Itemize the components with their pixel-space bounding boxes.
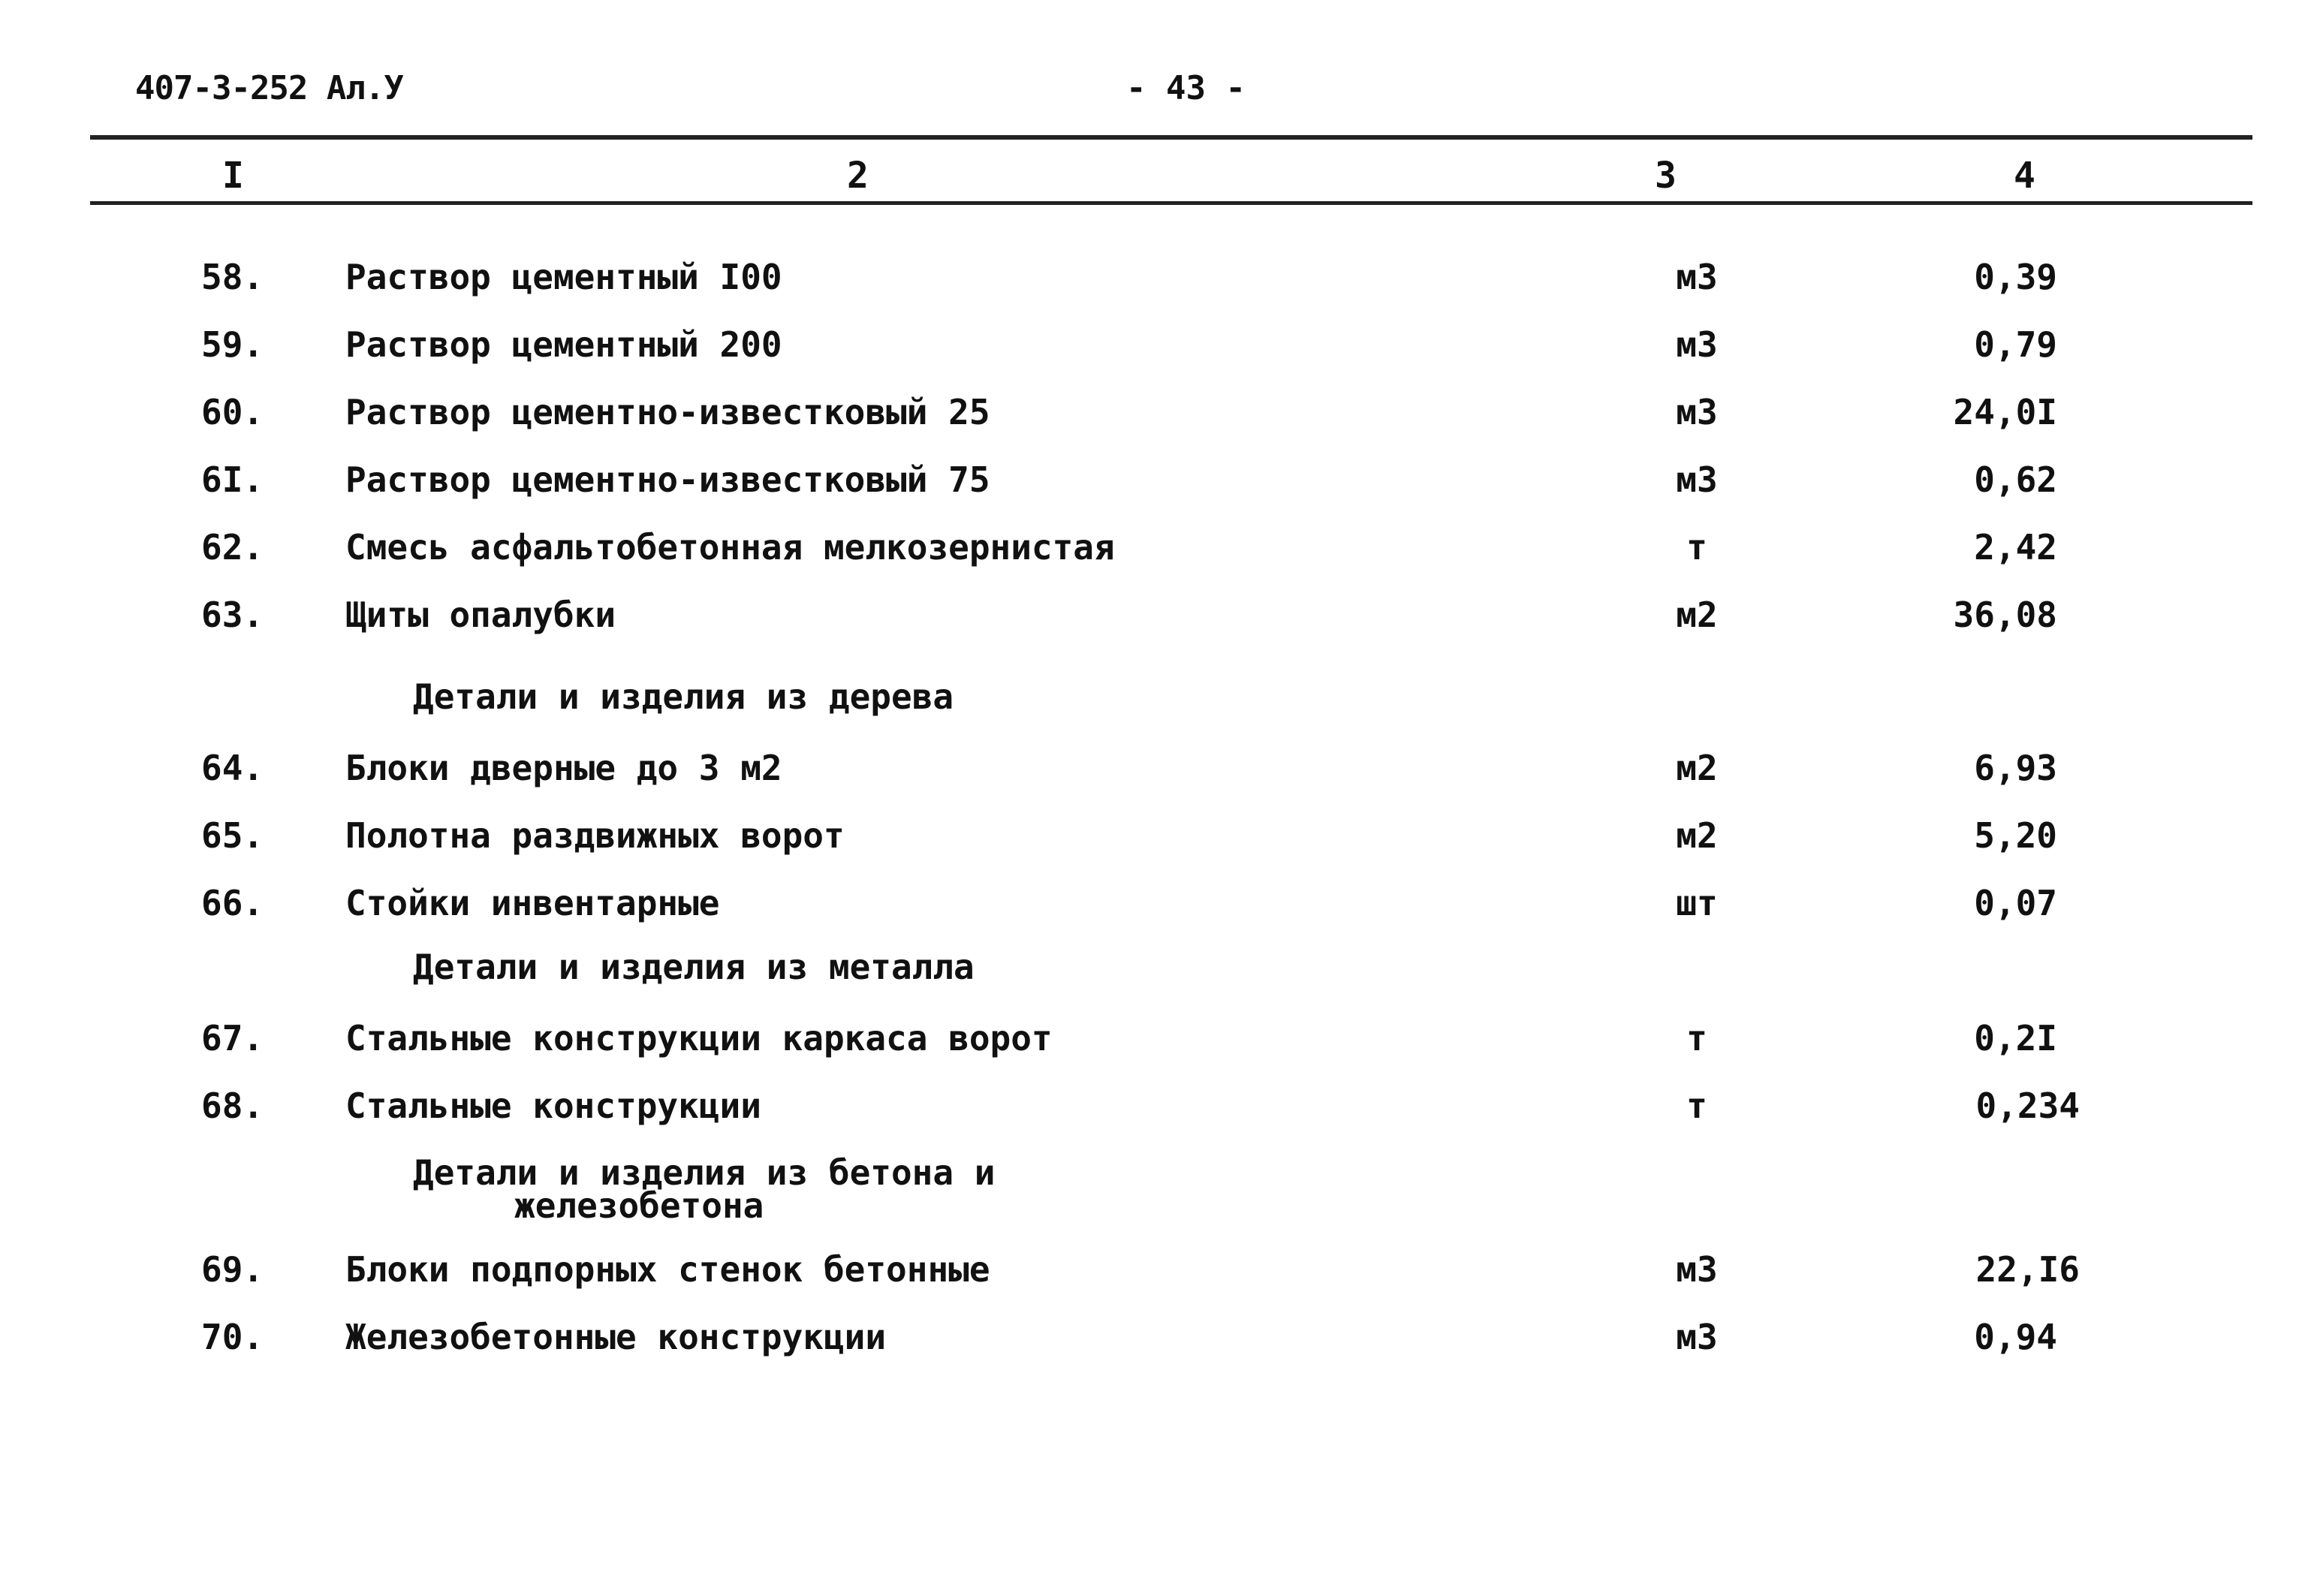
- unit: м3: [1676, 257, 1718, 297]
- section-heading-line: Детали и изделия из металла: [413, 947, 975, 987]
- material-name: Раствор цементный I00: [345, 257, 782, 297]
- table-top-rule: [90, 135, 2252, 140]
- quantity: 22,I6: [1975, 1249, 2080, 1290]
- quantity: 2,42: [1974, 527, 2057, 568]
- unit: т: [1686, 1086, 1707, 1126]
- unit: т: [1686, 527, 1707, 568]
- row-number: 68.: [201, 1086, 264, 1126]
- row-number: 69.: [201, 1249, 264, 1290]
- material-name: Смесь асфальтобетонная мелкозернистая: [345, 527, 1115, 568]
- row-number: 58.: [201, 257, 264, 297]
- table-header-rule: [90, 201, 2252, 205]
- section-heading-concrete: [413, 1152, 996, 1226]
- quantity: 36,08: [1953, 595, 2057, 635]
- material-name: Стальные конструкции: [345, 1086, 761, 1126]
- row-number: 62.: [201, 527, 264, 568]
- row-number: 70.: [201, 1317, 264, 1357]
- unit: м3: [1676, 324, 1718, 365]
- unit: т: [1686, 1018, 1707, 1058]
- row-number: 67.: [201, 1018, 264, 1058]
- quantity: 0,39: [1974, 257, 2057, 297]
- material-name: Блоки подпорных стенок бетонные: [345, 1249, 990, 1290]
- section-heading-line: Детали и изделия из дерева: [413, 676, 954, 717]
- quantity: 0,62: [1974, 459, 2057, 500]
- row-number: 66.: [201, 883, 264, 923]
- column-header-1: I: [222, 155, 244, 197]
- quantity: 0,2I: [1974, 1018, 2057, 1058]
- section-heading-wood: [413, 676, 954, 717]
- section-heading-line: Детали и изделия из бетона и: [413, 1152, 996, 1193]
- unit: м2: [1676, 748, 1718, 788]
- material-name: Полотна раздвижных ворот: [345, 815, 845, 856]
- row-number: 64.: [201, 748, 264, 788]
- section-heading-metal: [413, 947, 975, 987]
- material-name: Раствор цементный 200: [345, 324, 782, 365]
- unit: м3: [1676, 392, 1718, 432]
- row-number: 63.: [201, 595, 264, 635]
- material-name: Блоки дверные до 3 м2: [345, 748, 782, 788]
- row-number: 59.: [201, 324, 264, 365]
- unit: м3: [1676, 1317, 1718, 1357]
- unit: м2: [1676, 595, 1718, 635]
- unit: м3: [1676, 1249, 1718, 1290]
- quantity: 5,20: [1974, 815, 2057, 856]
- material-name: Раствор цементно-известковый 75: [345, 459, 990, 500]
- material-name: Железобетонные конструкции: [345, 1317, 887, 1357]
- quantity: 24,0I: [1953, 392, 2057, 432]
- material-name: Раствор цементно-известковый 25: [345, 392, 990, 432]
- quantity: 0,79: [1974, 324, 2057, 365]
- unit: м3: [1676, 459, 1718, 500]
- section-heading-line: железобетона: [514, 1185, 764, 1226]
- row-number: 6I.: [201, 459, 264, 500]
- document-code: 407-3-252 Ал.У: [135, 69, 403, 107]
- quantity: 6,93: [1974, 748, 2057, 788]
- column-header-3: 3: [1655, 155, 1677, 197]
- material-name: Стальные конструкции каркаса ворот: [345, 1018, 1053, 1058]
- quantity: 0,234: [1975, 1086, 2080, 1126]
- column-header-4: 4: [2014, 155, 2035, 197]
- column-header-2: 2: [847, 155, 869, 197]
- row-number: 65.: [201, 815, 264, 856]
- unit: шт: [1676, 883, 1718, 923]
- quantity: 0,94: [1974, 1317, 2057, 1357]
- row-number: 60.: [201, 392, 264, 432]
- material-name: Щиты опалубки: [345, 595, 616, 635]
- unit: м2: [1676, 815, 1718, 856]
- quantity: 0,07: [1974, 883, 2057, 923]
- page-number: - 43 -: [1126, 69, 1246, 107]
- material-name: Стойки инвентарные: [345, 883, 720, 923]
